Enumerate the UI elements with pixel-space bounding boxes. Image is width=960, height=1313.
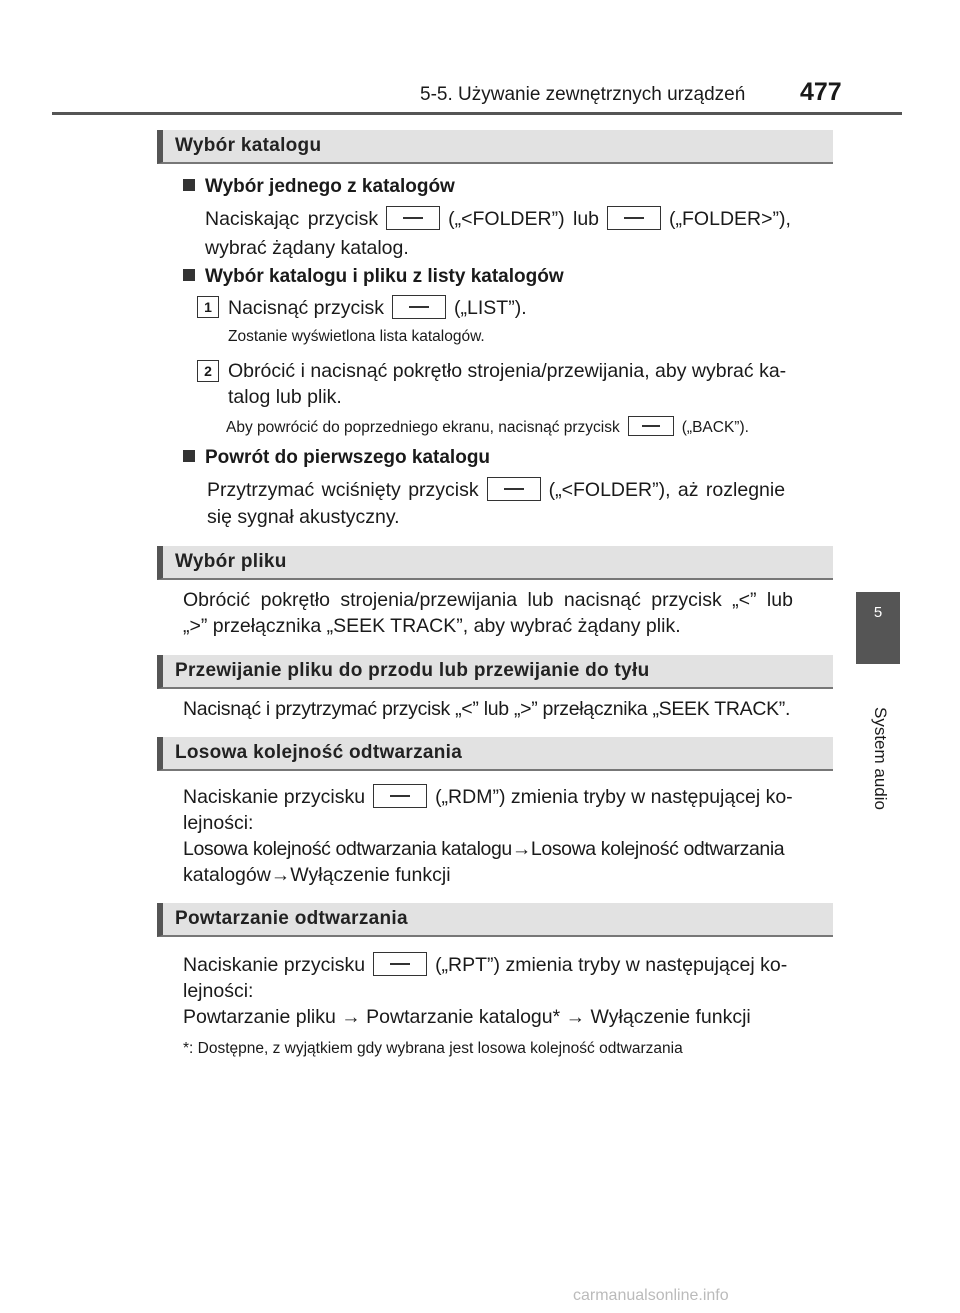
subheading-select-one: Wybór jednego z katalogów [183,176,455,198]
header-rule [52,112,902,115]
paragraph-line: Obrócić pokrętło strojenia/przewijania lub nacisnąć przycisk „<” lub [183,589,793,611]
paragraph-line: lejności: [183,812,254,834]
paragraph-line: Naciskając przycisk („<FOLDER”) lub („FOLDER>”), [205,208,791,230]
paragraph-line: wybrać żądany katalog. [205,237,409,259]
section-heading-fast-forward: Przewijanie pliku do przodu lub przewijanie do tyłu [157,655,833,689]
page-number: 477 [800,78,842,106]
button-icon [392,295,446,319]
step-2-text: Obrócić i nacisnąć pokrętło strojenia/przewijania, aby wybrać ka- [228,360,787,382]
paragraph-line: Przytrzymać wciśnięty przycisk („<FOLDER”), aż rozlegnie [207,479,786,501]
square-bullet-icon [183,179,195,191]
button-icon [628,416,674,436]
step-1-note: Zostanie wyświetlona lista katalogów. [228,328,485,345]
step-number-1: 1 [197,296,219,318]
paragraph-line: Losowa kolejność odtwarzania katalogu→Losowa kolejność odtwarzania [183,838,785,860]
button-icon [386,206,440,230]
square-bullet-icon [183,269,195,281]
section-heading-repeat: Powtarzanie odtwarzania [157,903,833,937]
step-number-2: 2 [197,360,219,382]
watermark: carmanualsonline.info [573,1287,729,1304]
button-icon [373,952,427,976]
subheading-return-first: Powrót do pierwszego katalogu [183,447,490,469]
button-icon [607,206,661,230]
chapter-label: System audio [871,707,890,810]
running-header: 5-5. Używanie zewnętrznych urządzeń [420,84,746,105]
section-heading-folder: Wybór katalogu [157,130,833,164]
step-2-text: talog lub plik. [228,386,342,408]
paragraph-line: się sygnał akustyczny. [207,506,400,528]
button-icon [373,784,427,808]
step-1-text: Nacisnąć przycisk („LIST”). [228,297,527,319]
subheading-select-from-list: Wybór katalogu i pliku z listy katalogów [183,266,564,288]
button-icon [487,477,541,501]
paragraph-line: Naciskanie przycisku („RDM”) zmienia tryby w następującej ko- [183,786,793,808]
paragraph-line: Nacisnąć i przytrzymać przycisk „<” lub „>” przełącznika „SEEK TRACK”. [183,698,791,720]
step-2-note: Aby powrócić do poprzedniego ekranu, nacisnąć przycisk („BACK”). [226,416,749,437]
paragraph-line: lejności: [183,980,254,1002]
square-bullet-icon [183,450,195,462]
paragraph-line: Powtarzanie pliku → Powtarzanie katalogu* → Wyłączenie funkcji [183,1006,751,1028]
chapter-tab [856,592,900,664]
chapter-number: 5 [873,604,883,621]
section-heading-random: Losowa kolejność odtwarzania [157,737,833,771]
paragraph-line: Naciskanie przycisku („RPT”) zmienia tryby w następującej ko- [183,954,788,976]
paragraph-line: katalogów→Wyłączenie funkcji [183,864,451,886]
section-heading-file: Wybór pliku [157,546,833,580]
paragraph-line: „>” przełącznika „SEEK TRACK”, aby wybrać żądany plik. [183,615,681,637]
footnote: *: Dostępne, z wyjątkiem gdy wybrana jest losowa kolejność odtwarzania [183,1040,683,1057]
